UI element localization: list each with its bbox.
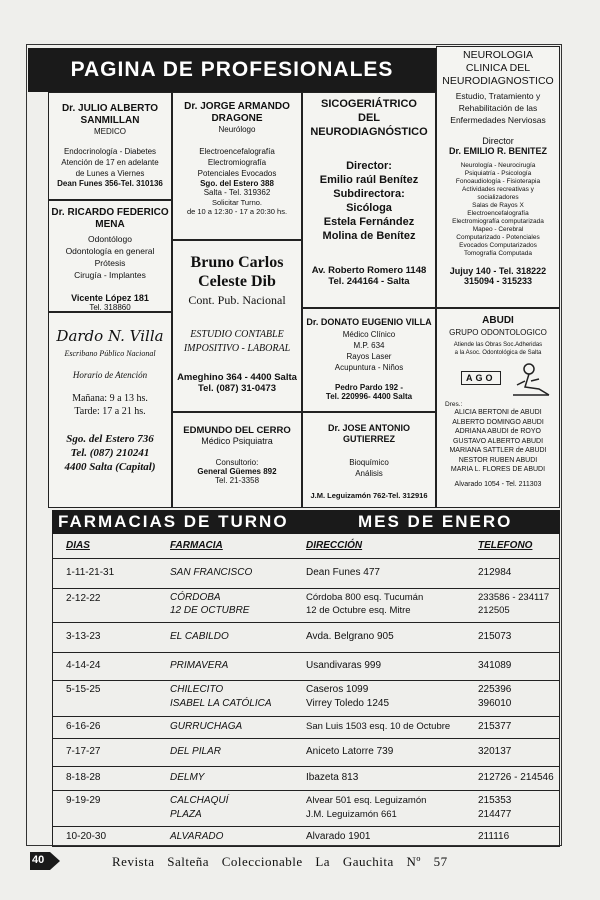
- dragone-name-line1: Dr. JORGE ARMANDO: [184, 101, 290, 112]
- neuro-desc-2: Rehabilitación de las: [458, 103, 538, 113]
- sico-title-2: DEL: [358, 112, 380, 124]
- sico-address: Av. Roberto Romero 1148: [311, 265, 427, 276]
- gutierrez-name-2: GUTIERREZ: [342, 434, 395, 444]
- abudi-desc-2: a la Asoc. Odontológica de Salta: [454, 350, 542, 356]
- row2-farmacia-1: CÓRDOBA: [170, 592, 221, 603]
- card-mena: [48, 200, 172, 312]
- dib-phone: Tel. (087) 31-0473: [198, 383, 276, 394]
- abudi-doctor-3: ADRIANA ABUDI de ROYO: [455, 428, 541, 435]
- dragone-name-line2: DRAGONE: [211, 113, 263, 124]
- row1-farmacia: SAN FRANCISCO: [170, 567, 253, 578]
- neuro-service-3: Fonoaudiología - Fisioterapia: [455, 178, 541, 185]
- header-farmacia: FARMACIA: [170, 540, 223, 551]
- abudi-doctor-5: MARIANA SATTLER de ABUDI: [449, 447, 547, 454]
- row4-telefono: 341089: [478, 660, 512, 671]
- dib-name-line2: Celeste Dib: [198, 273, 276, 290]
- neuro-desc-1: Estudio, Tratamiento y: [455, 91, 541, 101]
- abudi-subtitle: GRUPO ODONTOLOGICO: [449, 328, 547, 337]
- row10-farmacia: ALVARADO: [170, 831, 224, 842]
- dragone-phone: Salta - Tel. 319362: [203, 188, 271, 197]
- gutierrez-body-2: Análisis: [355, 469, 383, 478]
- gutierrez-name-1: Dr. JOSE ANTONIO: [327, 423, 411, 433]
- abudi-desc-1: Atiende las Obras Soc.Adheridas: [453, 342, 543, 348]
- abudi-doctor-4: GUSTAVO ALBERTO ABUDI: [452, 437, 544, 445]
- neuro-service-7: Electroencefalografía: [467, 210, 529, 217]
- mena-name-line1: Dr. RICARDO FEDERICO: [51, 207, 169, 218]
- card-dib: [172, 240, 302, 412]
- card-dragone: [172, 92, 302, 240]
- neuro-desc-3: Enfermedades Nerviosas: [450, 115, 546, 125]
- sanmillan-address: Dean Funes 356-Tel. 310136: [57, 179, 163, 188]
- row7-dias: 7-17-27: [66, 746, 101, 757]
- row2-direccion-1: Córdoba 800 esq. Tucumán: [306, 592, 424, 603]
- gutierrez-body-1: Bioquímico: [349, 458, 389, 467]
- abudi-doctor-2: ALBERTO DOMINGO ABUDI: [452, 418, 544, 426]
- table-row: [52, 622, 560, 653]
- sico-body-4: Sicóloga: [346, 202, 392, 214]
- dib-estudio-2: IMPOSITIVO - LABORAL: [183, 343, 291, 354]
- row2-dias: 2-12-22: [66, 593, 101, 604]
- card-abudi: [436, 308, 560, 508]
- sico-body-2: Emilio raúl Benítez: [319, 174, 419, 186]
- mena-body-4: Cirugía - Implantes: [74, 270, 146, 280]
- abudi-address: Alvarado 1054 - Tel. 211303: [454, 480, 542, 488]
- dragone-body-3: Potenciales Evocados: [197, 169, 277, 178]
- card-cerro: [172, 412, 302, 508]
- table-row: [52, 826, 560, 847]
- donato-body-3: Rayos Laser: [346, 352, 392, 361]
- dib-estudio-1: ESTUDIO CONTABLE: [190, 329, 284, 340]
- card-neurologia: [436, 46, 560, 308]
- neuro-service-8: Electromiografía computarizada: [452, 218, 544, 225]
- donato-name: Dr. DONATO EUGENIO VILLA: [306, 317, 432, 327]
- dardo-address-2: Tel. (087) 210241: [70, 447, 150, 459]
- header-dias: DIAS: [66, 540, 90, 551]
- sanmillan-body-2: Atención de 17 en adelante: [61, 158, 159, 167]
- row7-direccion: Aniceto Latorre 739: [306, 746, 394, 757]
- sanmillan-name-line2: SANMILLAN: [80, 115, 140, 126]
- page-number-badge: [30, 852, 60, 870]
- farmacias-month: MES DE ENERO: [358, 512, 513, 531]
- table-row: [52, 766, 560, 791]
- cerro-address: General Güemes 892: [197, 467, 277, 476]
- neuro-service-11: Evocados Computarizados: [459, 242, 537, 249]
- neuro-title-1: NEUROLOGIA: [462, 49, 533, 61]
- row1-dias: 1-11-21-31: [66, 567, 115, 578]
- row8-dias: 8-18-28: [66, 772, 101, 783]
- row10-direccion: Alvarado 1901: [306, 831, 371, 842]
- row3-farmacia: EL CABILDO: [170, 631, 229, 642]
- neuro-title-2: CLINICA DEL: [465, 62, 531, 74]
- row5-telefono-2: 396010: [478, 698, 512, 709]
- mena-body-3: Prótesis: [94, 258, 126, 268]
- mena-body-2: Odontología en general: [65, 246, 155, 256]
- sanmillan-title: MEDICO: [94, 127, 126, 136]
- page-number: 40: [32, 854, 45, 866]
- donato-phone: Tel. 220996- 4400 Salta: [325, 392, 413, 401]
- donato-body-4: Acupuntura - Niños: [334, 363, 404, 372]
- row7-farmacia: DEL PILAR: [170, 746, 221, 757]
- neuro-phones: 315094 - 315233: [463, 276, 533, 286]
- abudi-logo: [437, 361, 559, 399]
- neuro-service-1: Neurología - Neurocirugía: [460, 162, 536, 169]
- row5-dias: 5-15-25: [66, 684, 101, 695]
- row6-telefono: 215377: [478, 721, 512, 732]
- row6-dias: 6-16-26: [66, 721, 101, 732]
- row2-telefono-1: 233586 - 234117: [478, 592, 550, 603]
- row4-farmacia: PRIMAVERA: [170, 660, 229, 671]
- abudi-doctor-6: NESTOR RUBEN ABUDI: [458, 456, 538, 464]
- row6-farmacia: GURRUCHAGA: [170, 721, 243, 732]
- dragone-hours: de 10 a 12:30 - 17 a 20:30 hs.: [186, 207, 288, 216]
- row2-direccion-2: 12 de Octubre esq. Mitre: [306, 605, 411, 616]
- mena-address: Vicente López 181: [71, 293, 149, 303]
- dib-name-line1: Bruno Carlos: [190, 254, 284, 271]
- table-row: [52, 558, 560, 589]
- neuro-service-5: socializadores: [477, 194, 519, 201]
- dardo-hours-2: Tarde: 17 a 21 hs.: [74, 406, 146, 417]
- table-row: [52, 680, 560, 717]
- sico-title-3: NEURODIAGNÓSTICO: [310, 126, 428, 138]
- sanmillan-name-line1: Dr. JULIO ALBERTO: [61, 103, 159, 114]
- row9-direccion-1: Alvear 501 esq. Leguizamón: [306, 795, 427, 806]
- dardo-name: Dardo N. Villa: [56, 327, 164, 345]
- row2-telefono-2: 212505: [478, 605, 510, 616]
- footer-text: Revista Salteña Coleccionable La Gauchita Nº 57: [112, 854, 448, 869]
- table-row: [52, 716, 560, 739]
- dardo-address-3: 4400 Salta (Capital): [64, 461, 156, 473]
- sanmillan-body-3: de Lunes a Viernes: [75, 169, 145, 178]
- cerro-title: Médico Psiquiatra: [201, 436, 273, 446]
- table-row: [52, 738, 560, 767]
- dardo-horario-label: Horario de Atención: [72, 370, 148, 380]
- card-dardo-villa: [48, 312, 172, 508]
- neuro-director-name: Dr. EMILIO R. BENITEZ: [448, 146, 547, 156]
- header-direccion: DIRECCIÓN: [306, 540, 363, 551]
- row5-telefono-1: 225396: [478, 684, 512, 695]
- row9-direccion-2: J.M. Leguizamón 661: [306, 809, 397, 820]
- row9-farmacia-1: CALCHAQUÍ: [170, 795, 229, 806]
- row5-farmacia-2: ISABEL LA CATÓLICA: [170, 698, 272, 709]
- gutierrez-address: J.M. Leguizamón 762-Tel. 312916: [310, 491, 428, 500]
- neuro-title-3: NEURODIAGNOSTICO: [442, 75, 554, 87]
- sico-body-1: Director:: [346, 160, 392, 172]
- row7-telefono: 320137: [478, 746, 512, 757]
- row4-direccion: Usandivaras 999: [306, 660, 382, 671]
- card-sicogeriatrico: [302, 92, 436, 308]
- row10-telefono: 211116: [478, 831, 510, 842]
- dardo-hours-1: Mañana: 9 a 13 hs.: [72, 393, 148, 404]
- donato-address: Pedro Pardo 192 -: [334, 383, 404, 392]
- sico-body-3: Subdirectora:: [333, 188, 405, 200]
- donato-body-2: M.P. 634: [353, 341, 385, 350]
- cerro-consultorio: Consultorio:: [215, 458, 259, 467]
- dib-title: Cont. Pub. Nacional: [188, 293, 286, 307]
- abudi-doctor-7: MARIA L. FLORES DE ABUDI: [450, 466, 546, 473]
- neuro-address: Jujuy 140 - Tel. 318222: [449, 266, 547, 276]
- row5-farmacia-1: CHILECITO: [170, 684, 224, 695]
- dragone-body-2: Electromiografía: [207, 158, 267, 167]
- dental-figure-icon: [509, 361, 553, 399]
- sico-phone: Tel. 244164 - Salta: [328, 276, 410, 287]
- row3-direccion: Avda. Belgrano 905: [306, 631, 394, 642]
- table-row: [52, 790, 560, 827]
- row5-direccion-2: Virrey Toledo 1245: [306, 698, 390, 709]
- mena-name-line2: MENA: [95, 219, 125, 230]
- abudi-title: ABUDI: [482, 315, 514, 326]
- cerro-phone: Tel. 21-3358: [214, 476, 260, 485]
- row3-telefono: 215073: [478, 631, 512, 642]
- row9-dias: 9-19-29: [66, 795, 101, 806]
- row9-farmacia-2: PLAZA: [170, 809, 202, 820]
- neuro-service-9: Mapeo - Cerebral: [472, 226, 524, 233]
- mena-body-1: Odontólogo: [88, 234, 132, 244]
- row3-dias: 3-13-23: [66, 631, 101, 642]
- cerro-name: EDMUNDO DEL CERRO: [183, 425, 291, 436]
- row8-farmacia: DELMY: [170, 772, 205, 783]
- abudi-doctor-1: ALICIA BERTONI de ABUDI: [454, 409, 542, 416]
- dib-address: Ameghino 364 - 4400 Salta: [177, 372, 297, 383]
- row1-direccion: Dean Funes 477: [306, 567, 380, 578]
- row2-farmacia-2: 12 DE OCTUBRE: [170, 605, 250, 616]
- row9-telefono-1: 215353: [478, 795, 512, 806]
- sico-title-1: SICOGERIÁTRICO: [321, 98, 417, 110]
- dragone-address: Sgo. del Estero 388: [200, 179, 274, 188]
- donato-body-1: Médico Clínico: [342, 330, 396, 339]
- header-telefono: TELEFONO: [478, 540, 533, 551]
- table-row: [52, 588, 560, 623]
- row5-direccion-1: Caseros 1099: [306, 684, 369, 695]
- row4-dias: 4-14-24: [66, 660, 101, 671]
- page-title: PAGINA DE PROFESIONALES: [28, 48, 436, 92]
- neuro-service-2: Psiquiatría - Psicología: [464, 170, 532, 177]
- mena-phone: Tel. 318860: [89, 303, 131, 312]
- row8-telefono: 212726 - 214546: [478, 772, 554, 783]
- dardo-title: Escribano Público Nacional: [64, 349, 156, 358]
- farmacias-title: FARMACIAS DE TURNO: [58, 512, 289, 531]
- neuro-service-6: Salas de Rayos X: [472, 202, 524, 209]
- neuro-service-12: Tomografía Computada: [464, 250, 532, 257]
- farmacias-banner: [52, 510, 560, 534]
- neuro-service-10: Computarizado - Potenciales: [456, 234, 540, 241]
- dragone-turno: Solicitar Turno.: [211, 198, 263, 207]
- card-donato-villa: [302, 308, 436, 412]
- card-gutierrez: [302, 412, 436, 508]
- sanmillan-body-1: Endocrinología - Diabetes: [63, 147, 157, 156]
- ago-logo-text: AGO: [461, 371, 501, 385]
- table-header-row: [52, 534, 560, 559]
- table-row: [52, 652, 560, 681]
- row6-direccion: San Luis 1503 esq. 10 de Octubre: [306, 721, 451, 732]
- card-sanmillan: [48, 92, 172, 200]
- abudi-dres-label: Dres.:: [445, 401, 463, 408]
- sico-body-6: Molina de Benítez: [322, 230, 416, 242]
- row8-direccion: Ibazeta 813: [306, 772, 359, 783]
- dragone-body-1: Electroencefalografía: [199, 147, 275, 156]
- dardo-address-1: Sgo. del Estero 736: [66, 433, 154, 445]
- row10-dias: 10-20-30: [66, 831, 107, 842]
- neuro-director-label: Director: [482, 136, 514, 146]
- row9-telefono-2: 214477: [478, 809, 512, 820]
- row1-telefono: 212984: [478, 567, 512, 578]
- sico-body-5: Estela Fernández: [323, 216, 415, 228]
- dragone-title: Neurólogo: [218, 125, 256, 134]
- neuro-service-4: Actividades recreativas y: [462, 186, 534, 193]
